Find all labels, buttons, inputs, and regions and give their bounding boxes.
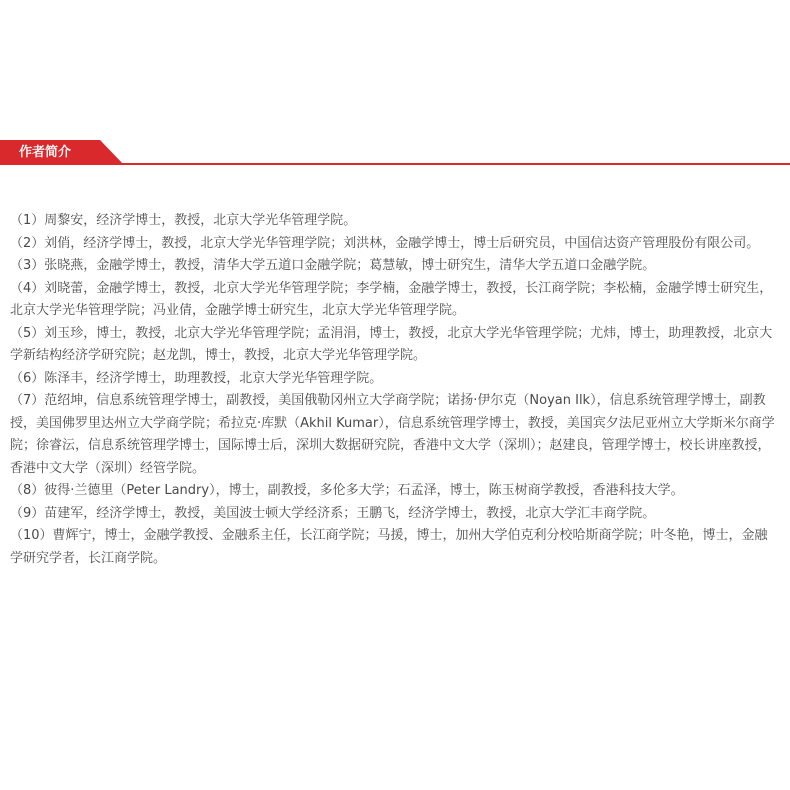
author-entry-4: （4）刘晓蕾，金融学博士，教授，北京大学光华管理学院；李学楠，金融学博士，教授，长江商学院；李松楠，金融学博士研究生，北京大学光华管理学院；冯业倩，金融学博士研究生，北京大学光华管理学院。 xyxy=(10,280,773,318)
author-entry-5: （5）刘玉珍，博士，教授，北京大学光华管理学院；孟涓涓，博士，教授，北京大学光华管理学院；尤炜，博士，助理教授，北京大学新结构经济学研究院；赵龙凯，博士，教授，北京大学光华管理学院。 xyxy=(10,325,773,363)
author-entry-7: （7）范绍坤，信息系统管理学博士，副教授，美国俄勒冈州立大学商学院；诺扬·伊尔克（Noyan Ilk），信息系统管理学博士，副教授，美国佛罗里达州立大学商学院；希拉克·库默（Akhil Kumar），信息系统管理学博士，教授，美国宾夕法尼亚州立大学斯米尔商学院；徐睿沄，信息系统管理学博士，国际博士后，深圳大数据研究院，香港中文大学（深圳）；赵建良，管理学博士，校长讲座教授，香港中文大学（深圳）经管学院。 xyxy=(10,393,775,476)
section-header xyxy=(0,140,790,165)
author-entry-8: （8）彼得·兰德里（Peter Landry），博士，副教授，多伦多大学；石孟泽，博士，陈玉树商学教授，香港科技大学。 xyxy=(10,483,684,498)
section-divider xyxy=(110,163,790,165)
author-entry-10: （10）曹辉宁，博士，金融学教授、金融系主任，长江商学院；马援，博士，加州大学伯克利分校哈斯商学院；叶冬艳，博士，金融学研究学者，长江商学院。 xyxy=(10,528,768,566)
section-title: 作者简介 xyxy=(19,145,72,160)
author-entry-9: （9）苗建军，经济学博士，教授，美国波士顿大学经济系；王鹏飞，经济学博士，教授，北京大学汇丰商学院。 xyxy=(10,505,656,521)
author-bio-list xyxy=(10,210,780,570)
author-entry-2: （2）刘俏，经济学博士，教授，北京大学光华管理学院；刘洪林，金融学博士，博士后研究员，中国信达资产管理股份有限公司。 xyxy=(10,235,760,251)
author-entry-6: （6）陈泽丰，经济学博士，助理教授，北京大学光华管理学院。 xyxy=(10,370,383,386)
author-entry-1: （1）周黎安，经济学博士，教授，北京大学光华管理学院。 xyxy=(10,213,357,228)
author-entry-3: （3）张晓燕，金融学博士，教授，清华大学五道口金融学院；葛慧敏，博士研究生，清华大学五道口金融学院。 xyxy=(10,258,656,273)
